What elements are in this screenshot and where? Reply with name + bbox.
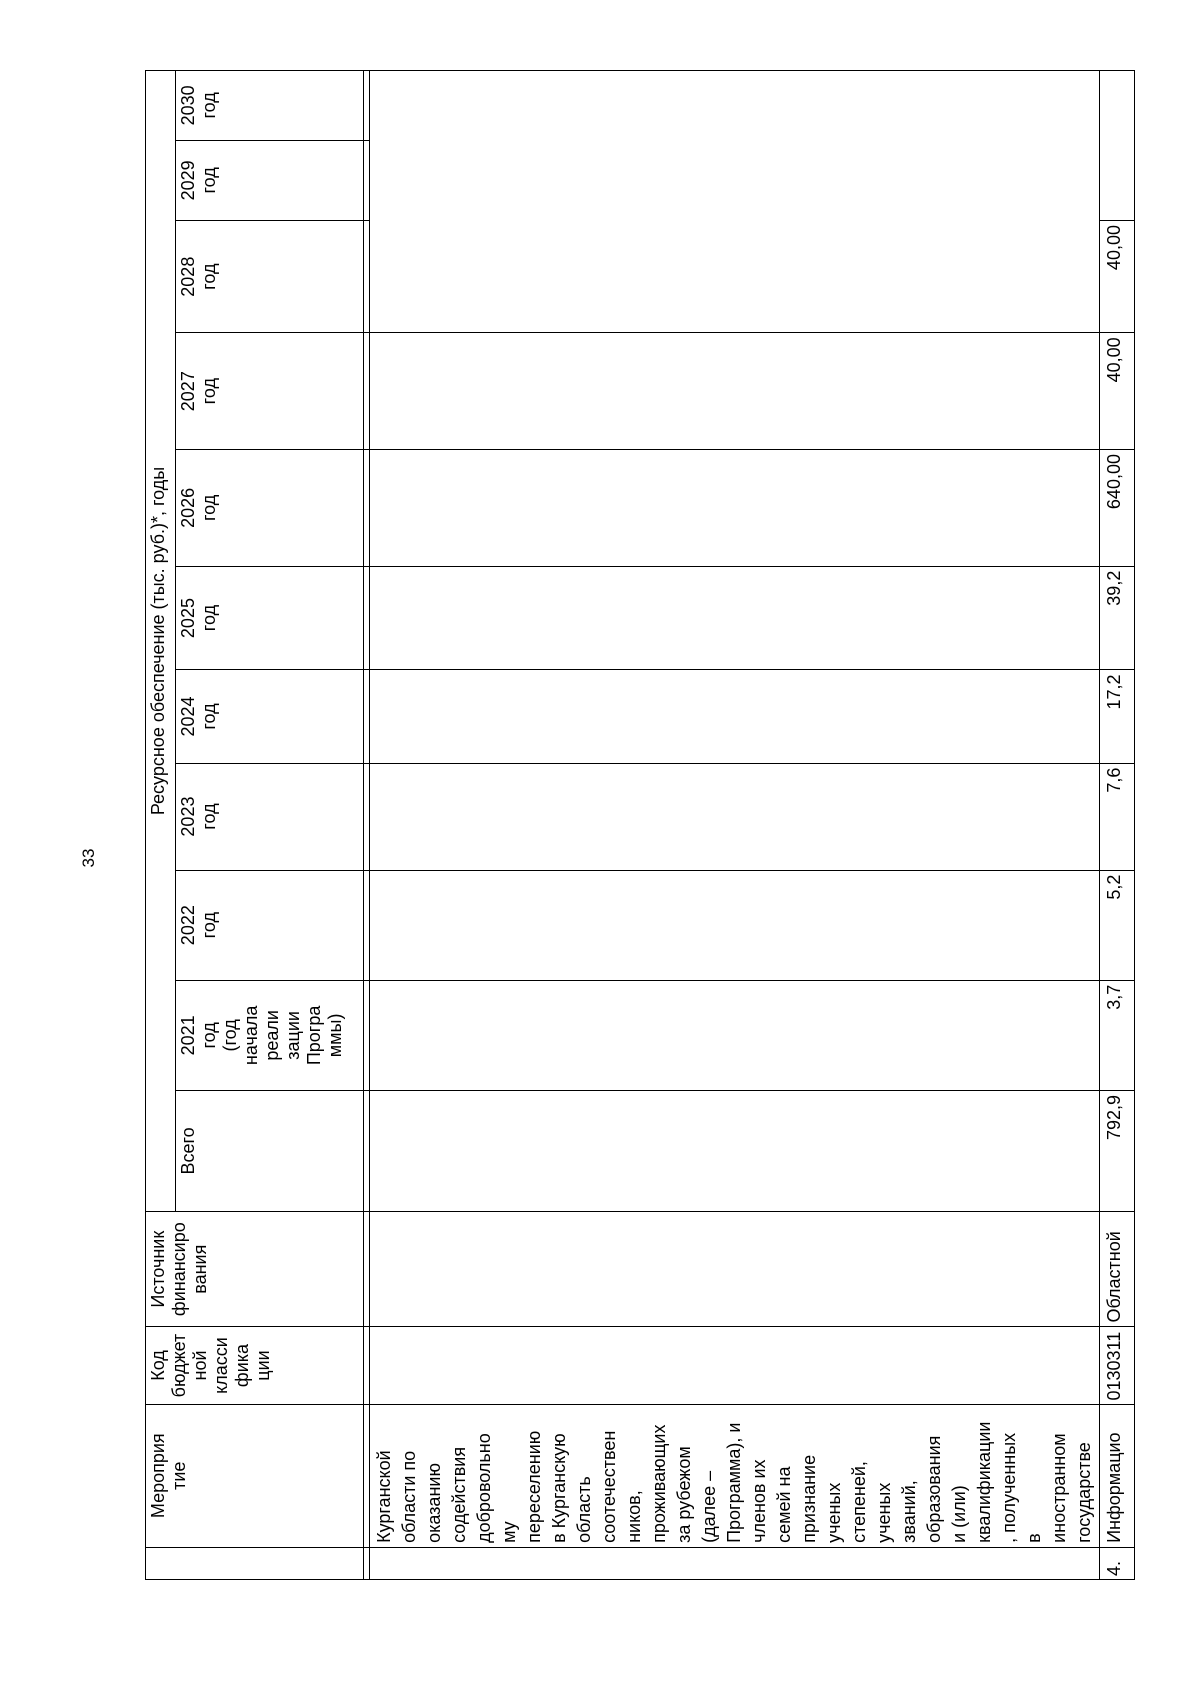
value-2028: 40,00 [1100,221,1135,333]
row-source: Областной [1100,1211,1135,1327]
header-year-2023: 2023 год [176,763,364,870]
table-row [1100,71,1135,1580]
header-num [146,1547,364,1579]
page-number: 33 [79,848,98,868]
header-resource-group: Ресурсное обеспечение (тыс. руб.)*, годы [146,71,176,1212]
header-year-2021: 2021 год (год начала реали зации Програ ммы) [176,980,364,1090]
row-code: 0130311 [1100,1327,1135,1404]
header-year-2026: 2026 год [176,450,364,567]
value-2025: 39,2 [1100,566,1135,670]
value-2023: 7,6 [1100,763,1135,870]
header-year-2029: 2029 год [176,140,364,220]
header-year-2025: 2025 год [176,566,364,670]
value-2024: 17,2 [1100,670,1135,763]
value-2026: 640,00 [1100,450,1135,567]
row-num: 4. [1100,1547,1135,1579]
header-row-1 [146,71,176,1580]
value-total: 792,9 [1100,1090,1135,1211]
header-year-2024: 2024 год [176,670,364,763]
value-2027: 40,00 [1100,333,1135,450]
header-year-2030: 2030 год [176,71,364,141]
value-2021: 3,7 [1100,980,1135,1090]
row-event: Информацио [1100,1404,1135,1547]
table-row [370,71,1100,1580]
event-description: Курганской области по оказанию содействия добровольно му переселению в Курганскую область соотечествен ников, проживающих за рубежом (далее – Программа), и членов их семей на признание ученых степеней, ученых званий, образования и (или) квалификации , полученных в иностранном государстве [370,1404,1100,1547]
header-code: Код бюджет ной класси фика ции [146,1327,364,1404]
header-year-total: Всего [176,1090,364,1211]
header-year-2027: 2027 год [176,333,364,450]
table-container [145,70,1135,1580]
header-year-2022: 2022 год [176,870,364,980]
funding-table [145,70,1135,1580]
header-event: Мероприя тие [146,1404,364,1547]
header-source: Источник финансиро вания [146,1211,364,1327]
value-2022: 5,2 [1100,870,1135,980]
header-year-2028: 2028 год [176,221,364,333]
